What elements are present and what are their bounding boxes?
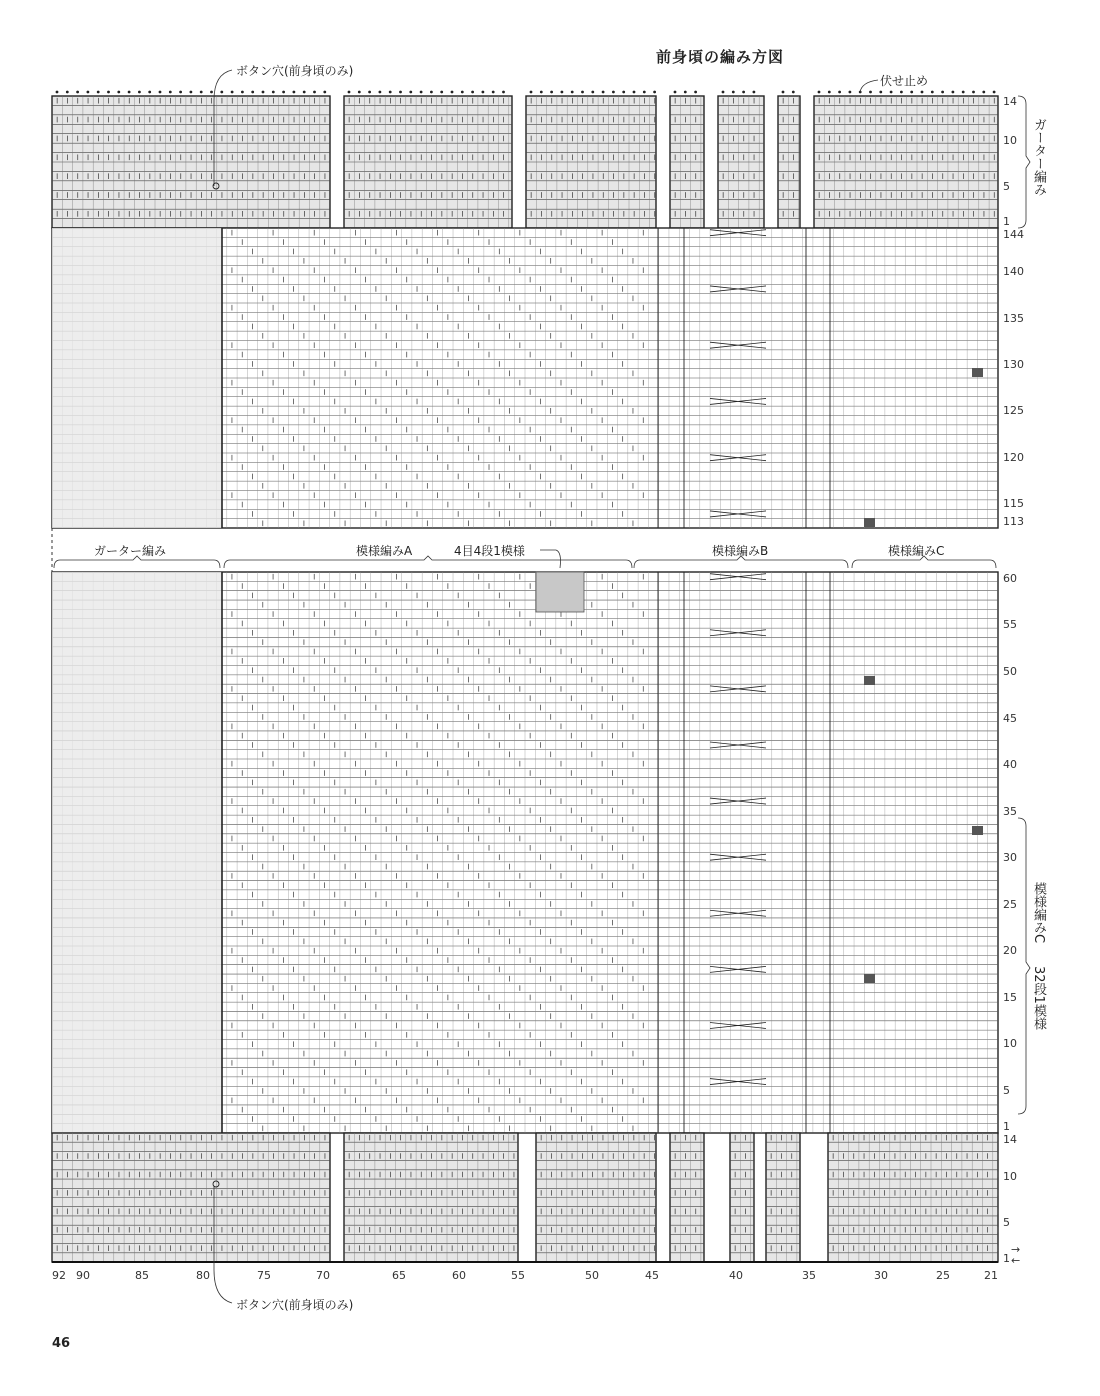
top-band-brace bbox=[1018, 96, 1030, 228]
bind-off-dot bbox=[138, 91, 141, 94]
bind-off-dot bbox=[890, 91, 893, 94]
section-label-pattern-c: 模様編みC bbox=[888, 544, 945, 558]
bind-off-dot bbox=[962, 91, 965, 94]
row-label-15: 15 bbox=[1003, 991, 1017, 1004]
bind-off-dot bbox=[379, 91, 382, 94]
section-brace-3 bbox=[852, 556, 996, 568]
bind-off-dot bbox=[313, 91, 316, 94]
stitch-label-30: 30 bbox=[874, 1269, 888, 1282]
buttonhole-note-bottom: ボタン穴(前身頃のみ) bbox=[236, 1298, 354, 1312]
section-brace-2 bbox=[634, 556, 848, 568]
repeat-pointer bbox=[540, 550, 561, 568]
bind-off-dot bbox=[722, 91, 725, 94]
bind-off-dot bbox=[179, 91, 182, 94]
row-label-55: 55 bbox=[1003, 618, 1017, 631]
row-label-hem-5: 5 bbox=[1003, 1216, 1010, 1229]
stitch-label-70: 70 bbox=[316, 1269, 330, 1282]
row-label-top-band-14: 14 bbox=[1003, 95, 1017, 108]
bind-off-dot bbox=[732, 91, 735, 94]
bind-off-dot bbox=[282, 91, 285, 94]
bind-off-dot bbox=[409, 91, 412, 94]
bind-off-dot bbox=[293, 91, 296, 94]
bind-off-dot bbox=[694, 91, 697, 94]
chart-title: 前身頃の編み方図 bbox=[656, 48, 785, 66]
bind-off-dot bbox=[540, 91, 543, 94]
bind-off-dot bbox=[879, 91, 882, 94]
top-body-block-garter-area bbox=[52, 228, 222, 528]
bind-off-dot bbox=[461, 91, 464, 94]
pattern-c-repeat-brace bbox=[1018, 818, 1030, 1114]
pattern-c-marker-0 bbox=[864, 518, 875, 527]
row-label-top-band-1: 1 bbox=[1003, 215, 1010, 228]
bind-off-dot bbox=[128, 91, 131, 94]
row-label-hem-10: 10 bbox=[1003, 1170, 1017, 1183]
top-band-label: ガーター編み bbox=[1031, 118, 1046, 196]
pattern-c-marker-2 bbox=[864, 676, 875, 685]
row-label-50: 50 bbox=[1003, 665, 1017, 678]
row-label-10: 10 bbox=[1003, 1037, 1017, 1050]
row-label-top-band-5: 5 bbox=[1003, 180, 1010, 193]
row-label-140: 140 bbox=[1003, 265, 1024, 278]
bind-off-dot bbox=[220, 91, 223, 94]
bind-off-dot bbox=[753, 91, 756, 94]
bind-off-dot bbox=[323, 91, 326, 94]
row-label-60: 60 bbox=[1003, 572, 1017, 585]
pattern-c-marker-1 bbox=[972, 368, 983, 377]
bind-off-dot bbox=[348, 91, 351, 94]
section-brace-0 bbox=[54, 556, 220, 568]
bind-off-dot bbox=[550, 91, 553, 94]
bind-off-dot bbox=[251, 91, 254, 94]
stitch-label-90: 90 bbox=[76, 1269, 90, 1282]
bind-off-dot bbox=[571, 91, 574, 94]
row-label-130: 130 bbox=[1003, 358, 1024, 371]
bind-off-dot bbox=[358, 91, 361, 94]
bind-off-note: 伏せ止め bbox=[880, 74, 929, 88]
stitch-label-21: 21 bbox=[984, 1269, 998, 1282]
stitch-label-65: 65 bbox=[392, 1269, 406, 1282]
row-label-120: 120 bbox=[1003, 451, 1024, 464]
bind-off-dot bbox=[210, 91, 213, 94]
row-label-35: 35 bbox=[1003, 805, 1017, 818]
pattern-c-marker-4 bbox=[864, 974, 875, 983]
stitch-label-75: 75 bbox=[257, 1269, 271, 1282]
bind-off-dot bbox=[471, 91, 474, 94]
stitch-label-35: 35 bbox=[802, 1269, 816, 1282]
bind-off-dot bbox=[530, 91, 533, 94]
bind-off-dot bbox=[368, 91, 371, 94]
row-label-top-band-10: 10 bbox=[1003, 134, 1017, 147]
bind-off-dot bbox=[633, 91, 636, 94]
pattern-c-side-label: 模様編みC bbox=[1031, 882, 1046, 944]
bind-off-dot bbox=[653, 91, 656, 94]
bind-off-dot bbox=[561, 91, 564, 94]
row-label-125: 125 bbox=[1003, 404, 1024, 417]
bind-off-dot bbox=[117, 91, 120, 94]
row-label-40: 40 bbox=[1003, 758, 1017, 771]
stitch-label-85: 85 bbox=[135, 1269, 149, 1282]
bind-off-dot bbox=[87, 91, 90, 94]
bind-off-dot bbox=[921, 91, 924, 94]
buttonhole-note-top: ボタン穴(前身頃のみ) bbox=[236, 64, 354, 78]
bind-off-dot bbox=[838, 91, 841, 94]
stitch-label-50: 50 bbox=[585, 1269, 599, 1282]
bind-off-dot bbox=[389, 91, 392, 94]
direction-arrow-left: ← bbox=[1011, 1254, 1021, 1267]
bind-off-dot bbox=[792, 91, 795, 94]
stitch-label-25: 25 bbox=[936, 1269, 950, 1282]
bind-off-dot bbox=[303, 91, 306, 94]
section-label-pattern-a-repeat: 4目4段1模様 bbox=[454, 544, 525, 558]
section-brace-1 bbox=[224, 556, 632, 568]
stitch-label-55: 55 bbox=[511, 1269, 525, 1282]
pattern-c-repeat-label: 32段1模様 bbox=[1031, 966, 1046, 1030]
bind-off-dot bbox=[674, 91, 677, 94]
bind-off-dot bbox=[451, 91, 454, 94]
bind-off-dot bbox=[941, 91, 944, 94]
bind-off-dot bbox=[159, 91, 162, 94]
bind-off-dot bbox=[972, 91, 975, 94]
bind-off-dot bbox=[602, 91, 605, 94]
row-label-30: 30 bbox=[1003, 851, 1017, 864]
bind-off-dot bbox=[643, 91, 646, 94]
section-label-pattern-b: 模様編みB bbox=[712, 544, 769, 558]
row-label-20: 20 bbox=[1003, 944, 1017, 957]
bind-off-dot bbox=[56, 91, 59, 94]
bind-off-dot bbox=[107, 91, 110, 94]
bind-off-dot bbox=[591, 91, 594, 94]
bind-off-dot bbox=[430, 91, 433, 94]
row-label-144: 144 bbox=[1003, 228, 1024, 241]
bind-off-dot bbox=[993, 91, 996, 94]
row-label-hem-1: 1 bbox=[1003, 1252, 1010, 1265]
bind-off-dot bbox=[982, 91, 985, 94]
bind-off-dot bbox=[272, 91, 275, 94]
bind-off-dot bbox=[849, 91, 852, 94]
bind-off-dot bbox=[66, 91, 69, 94]
bind-off-dot bbox=[612, 91, 615, 94]
page-number: 46 bbox=[52, 1336, 71, 1351]
section-label-garter: ガーター編み bbox=[94, 544, 167, 558]
bind-off-dot bbox=[828, 91, 831, 94]
bind-off-dot bbox=[910, 91, 913, 94]
stitch-label-45: 45 bbox=[645, 1269, 659, 1282]
bind-off-dot bbox=[492, 91, 495, 94]
bind-off-dot bbox=[818, 91, 821, 94]
direction-arrow-right: → bbox=[1011, 1243, 1021, 1256]
pattern-a-repeat-highlight bbox=[536, 572, 584, 612]
row-label-5: 5 bbox=[1003, 1084, 1010, 1097]
bind-off-dot bbox=[148, 91, 151, 94]
bind-off-dot bbox=[76, 91, 79, 94]
bind-off-dot bbox=[782, 91, 785, 94]
stitch-label-40: 40 bbox=[729, 1269, 743, 1282]
bind-off-dot bbox=[581, 91, 584, 94]
bind-off-pointer bbox=[860, 80, 878, 92]
bind-off-dot bbox=[190, 91, 193, 94]
bind-off-dot bbox=[200, 91, 203, 94]
pattern-c-marker-3 bbox=[972, 826, 983, 835]
bind-off-dot bbox=[231, 91, 234, 94]
bind-off-dot bbox=[684, 91, 687, 94]
row-label-hem-14: 14 bbox=[1003, 1133, 1017, 1146]
row-label-115: 115 bbox=[1003, 497, 1024, 510]
bind-off-dot bbox=[440, 91, 443, 94]
bind-off-dot bbox=[742, 91, 745, 94]
bind-off-dot bbox=[399, 91, 402, 94]
bind-off-dot bbox=[241, 91, 244, 94]
stitch-label-92: 92 bbox=[52, 1269, 66, 1282]
bind-off-dot bbox=[420, 91, 423, 94]
bind-off-dot bbox=[262, 91, 265, 94]
row-label-113: 113 bbox=[1003, 515, 1024, 528]
section-label-pattern-a: 模様編みA bbox=[356, 544, 413, 558]
bind-off-dot bbox=[952, 91, 955, 94]
bind-off-dot bbox=[502, 91, 505, 94]
bind-off-dot bbox=[900, 91, 903, 94]
bind-off-dot bbox=[169, 91, 172, 94]
bind-off-dot bbox=[931, 91, 934, 94]
row-label-135: 135 bbox=[1003, 312, 1024, 325]
row-label-45: 45 bbox=[1003, 712, 1017, 725]
bind-off-dot bbox=[97, 91, 100, 94]
bind-off-dot bbox=[869, 91, 872, 94]
stitch-label-80: 80 bbox=[196, 1269, 210, 1282]
bottom-body-block-garter-area bbox=[52, 572, 222, 1133]
bind-off-dot bbox=[622, 91, 625, 94]
row-label-1: 1 bbox=[1003, 1120, 1010, 1133]
bind-off-dot bbox=[482, 91, 485, 94]
row-label-25: 25 bbox=[1003, 898, 1017, 911]
stitch-label-60: 60 bbox=[452, 1269, 466, 1282]
